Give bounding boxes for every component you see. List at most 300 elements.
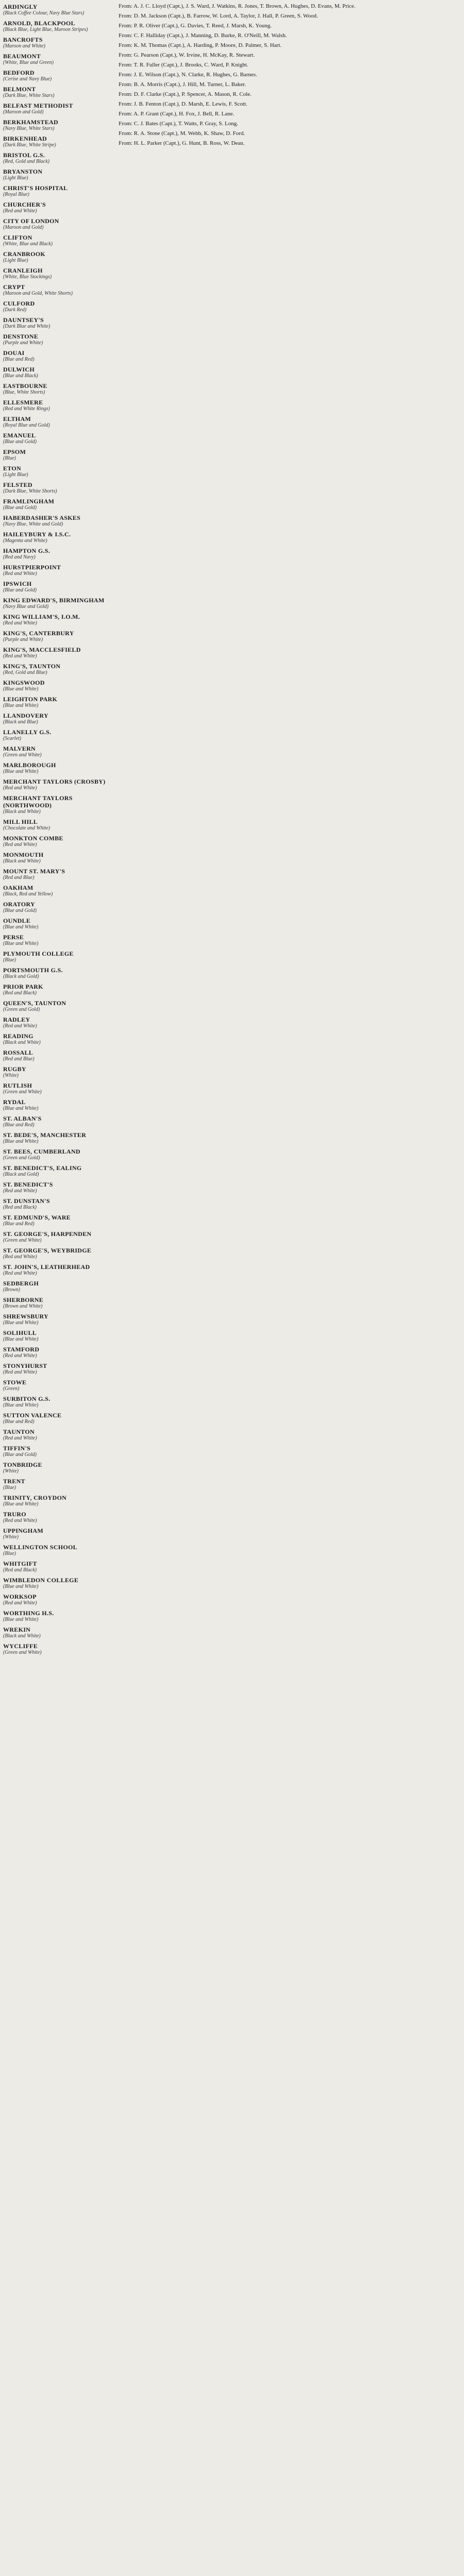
school-entry — [3, 679, 109, 692]
school-entry — [3, 1181, 109, 1194]
school-entry — [3, 1445, 109, 1458]
school-entry — [3, 366, 109, 379]
school-colours: (Blue and White) — [3, 1139, 39, 1144]
school-colours: (Purple and White) — [3, 637, 43, 642]
school-entry — [3, 1642, 109, 1656]
school-colours: (Magenta and White) — [3, 538, 47, 544]
school-colours: (White, Blue and Black) — [3, 241, 53, 247]
school-entry — [3, 20, 109, 33]
school-colours: (Blue and White) — [3, 686, 39, 692]
school-colours: (Scarlet) — [3, 736, 21, 741]
school-entry — [3, 184, 109, 198]
school-colours: (Green and Gold) — [3, 1007, 40, 1012]
school-entry — [3, 1609, 109, 1623]
school-name: EASTBOURNE — [3, 382, 47, 389]
school-name: HABERDASHER'S ASKES — [3, 514, 81, 521]
school-name: BIRKENHEAD — [3, 135, 47, 142]
school-name: ARNOLD, BLACKPOOL — [3, 20, 75, 27]
school-name: PORTSMOUTH G.S. — [3, 967, 63, 974]
school-name: CULFORD — [3, 300, 35, 307]
school-name: SEDBERGH — [3, 1280, 39, 1287]
school-entry — [3, 53, 109, 66]
school-colours: (Purple and White) — [3, 340, 43, 346]
school-colours: (Black and White) — [3, 809, 41, 815]
school-entry — [3, 663, 109, 676]
school-entry — [3, 1148, 109, 1161]
school-colours: (Black and Blue) — [3, 719, 38, 725]
school-entry — [3, 630, 109, 643]
school-colours: (Red and White) — [3, 653, 37, 659]
school-name: ST. GEORGE'S, HARPENDEN — [3, 1230, 92, 1238]
school-name: WREKIN — [3, 1626, 31, 1633]
school-colours: (Blue and White) — [3, 1106, 39, 1111]
school-entry — [3, 613, 109, 626]
school-entry — [3, 1329, 109, 1343]
school-entry — [3, 1428, 109, 1442]
school-entry — [3, 1346, 109, 1359]
school-name: MONKTON COMBE — [3, 835, 63, 842]
school-entry — [3, 349, 109, 363]
school-name: MALVERN — [3, 745, 36, 752]
school-name: HURSTPIERPOINT — [3, 564, 61, 571]
school-entry — [3, 580, 109, 594]
school-entry — [3, 868, 109, 881]
school-entry — [3, 761, 109, 775]
school-colours: (Red, Gold and Blue) — [3, 670, 47, 675]
school-entry — [3, 316, 109, 330]
school-name: SHREWSBURY — [3, 1313, 48, 1320]
school-entry — [3, 950, 109, 963]
school-name: WORKSOP — [3, 1593, 37, 1600]
school-name: KING'S, CANTERBURY — [3, 630, 74, 637]
team-list: From: J. B. Fenton (Capt.), D. Marsh, E. Lewis, F. Scott. — [119, 101, 247, 107]
school-entry — [3, 1280, 109, 1293]
school-colours: (Green and White) — [3, 1650, 42, 1655]
school-colours: (Red and White) — [3, 1188, 37, 1194]
school-colours: (Blue and White) — [3, 1617, 39, 1622]
school-entry — [3, 1065, 109, 1079]
school-colours: (Royal Blue and Gold) — [3, 422, 50, 428]
school-colours: (Black Coffee Colour, Navy Blue Stars) — [3, 10, 85, 16]
school-entry — [3, 1247, 109, 1260]
school-entry — [3, 1016, 109, 1029]
school-entry — [3, 597, 109, 610]
school-colours: (Maroon and Gold) — [3, 225, 44, 230]
school-colours: (Red and Black) — [3, 990, 37, 996]
school-colours: (White) — [3, 1534, 19, 1540]
school-name: TONBRIDGE — [3, 1461, 42, 1468]
school-name: BELFAST METHODIST — [3, 102, 73, 109]
school-entry — [3, 983, 109, 996]
school-colours: (Navy Blue and Gold) — [3, 604, 49, 609]
team-list: From: G. Pearson (Capt.), W. Irvine, H. McKay, R. Stewart. — [119, 52, 255, 58]
school-colours: (Chocolate and White) — [3, 825, 51, 831]
school-colours: (Blue and White) — [3, 769, 39, 774]
school-name: FELSTED — [3, 481, 32, 488]
school-name: RYDAL — [3, 1098, 26, 1106]
school-entry — [3, 564, 109, 577]
school-name: ST. DUNSTAN'S — [3, 1197, 50, 1205]
school-entry — [3, 547, 109, 561]
school-colours: (Green and White) — [3, 1089, 42, 1095]
school-name: DOUAI — [3, 349, 25, 357]
school-name: ROSSALL — [3, 1049, 34, 1056]
school-colours: (White) — [3, 1073, 19, 1078]
school-entry — [3, 884, 109, 897]
team-list: From: T. R. Fuller (Capt.), J. Brooks, C. Ward, P. Knight. — [119, 62, 248, 68]
school-name: TRURO — [3, 1511, 26, 1518]
school-colours: (Maroon and Gold) — [3, 109, 44, 115]
school-name: BELMONT — [3, 86, 36, 93]
school-colours: (Dark Blue, White Shorts) — [3, 488, 57, 494]
school-name: MONMOUTH — [3, 851, 44, 858]
school-name: DENSTONE — [3, 333, 39, 340]
school-colours: (Black and Gold) — [3, 974, 39, 979]
school-name: FRAMLINGHAM — [3, 498, 55, 505]
school-entry — [3, 1362, 109, 1376]
team-list: From: H. L. Parker (Capt.), G. Hunt, B. Ross, W. Dean. — [119, 140, 245, 146]
school-name: ST. BEDE'S, MANCHESTER — [3, 1131, 87, 1139]
school-entry — [3, 531, 109, 544]
team-list: From: C. J. Bates (Capt.), T. Watts, P. Gray, S. Long. — [119, 121, 238, 127]
school-entry — [3, 465, 109, 478]
school-colours: (Light Blue) — [3, 472, 28, 478]
school-name: BANCROFTS — [3, 36, 43, 43]
school-colours: (Black and White) — [3, 858, 41, 864]
school-name: QUEEN'S, TAUNTON — [3, 999, 67, 1007]
school-name: MERCHANT TAYLORS (NORTHWOOD) — [3, 794, 73, 809]
school-name: CRANLEIGH — [3, 267, 43, 274]
school-colours: (Blue and White) — [3, 1402, 39, 1408]
school-entry — [3, 778, 109, 791]
school-entry — [3, 1049, 109, 1062]
school-name: LLANELLY G.S. — [3, 728, 52, 736]
school-name: LEIGHTON PARK — [3, 696, 58, 703]
school-name: KING WILLIAM'S, I.O.M. — [3, 613, 80, 620]
school-entry — [3, 3, 109, 16]
school-name: ST. GEORGE'S, WEYBRIDGE — [3, 1247, 92, 1254]
school-name: HAILEYBURY & I.S.C. — [3, 531, 71, 538]
school-colours: (Dark Blue and White) — [3, 324, 51, 329]
school-entry — [3, 118, 109, 132]
school-name: BRYANSTON — [3, 168, 43, 175]
school-colours: (White, Blue and Green) — [3, 60, 54, 65]
school-entry — [3, 1626, 109, 1639]
school-colours: (Blue) — [3, 1551, 16, 1556]
school-entry — [3, 102, 109, 115]
school-entry — [3, 498, 109, 511]
school-entry — [3, 1032, 109, 1046]
school-entry — [3, 1494, 109, 1507]
school-entry — [3, 333, 109, 346]
team-list: From: A. P. Grant (Capt.), H. Fox, J. Bell, R. Lane. — [119, 111, 235, 117]
school-colours: (Maroon and Gold, White Shorts) — [3, 291, 73, 296]
school-entry — [3, 234, 109, 247]
school-colours: (Blue and White) — [3, 703, 39, 708]
school-entry — [3, 1527, 109, 1540]
school-entry — [3, 300, 109, 313]
school-entry — [3, 901, 109, 914]
school-entry — [3, 999, 109, 1013]
school-entry — [3, 917, 109, 930]
school-name: PLYMOUTH COLLEGE — [3, 950, 74, 957]
school-name: BEDFORD — [3, 69, 35, 76]
team-list: From: P. R. Oliver (Capt.), G. Davies, T. Reed, J. Marsh, K. Young. — [119, 23, 272, 29]
school-name: ST. EDMUND'S, WARE — [3, 1214, 71, 1221]
school-colours: (Blue and Red) — [3, 1419, 35, 1425]
school-entry — [3, 794, 109, 815]
school-entry — [3, 1230, 109, 1244]
school-colours: (Red and White) — [3, 1435, 37, 1441]
school-entry — [3, 135, 109, 148]
school-colours: (Dark Red) — [3, 307, 27, 313]
school-name: DULWICH — [3, 366, 35, 373]
school-entry — [3, 967, 109, 980]
school-entry — [3, 728, 109, 742]
school-entry — [3, 1131, 109, 1145]
team-list: From: A. J. C. Lloyd (Capt.), J. S. Ward, J. Watkins, R. Jones, T. Brown, A. Hughes, D. Evans, M. Price. — [119, 3, 356, 9]
school-colours: (White, Blue Stockings) — [3, 274, 52, 280]
school-colours: (Black, Red and Yellow) — [3, 891, 53, 897]
school-colours: (Red and White Rings) — [3, 406, 50, 412]
school-colours: (Black and White) — [3, 1633, 41, 1639]
school-colours: (Red, Gold and Black) — [3, 159, 49, 164]
school-entry — [3, 432, 109, 445]
school-colours: (Brown and White) — [3, 1303, 43, 1309]
school-names-column — [3, 3, 109, 1659]
school-name: MARLBOROUGH — [3, 761, 56, 769]
school-name: ST. ALBAN'S — [3, 1115, 42, 1122]
school-colours: (Blue and Gold) — [3, 439, 37, 445]
school-entry — [3, 151, 109, 165]
school-colours: (Blue and White) — [3, 1501, 39, 1507]
team-list: From: R. A. Stone (Capt.), M. Webb, K. Shaw, D. Ford. — [119, 130, 245, 137]
school-name: CHURCHER'S — [3, 201, 46, 208]
school-name: ETON — [3, 465, 21, 472]
school-colours: (Blue and White) — [3, 1584, 39, 1589]
school-name: KING'S, TAUNTON — [3, 663, 61, 670]
school-name: STOWE — [3, 1379, 27, 1386]
school-entry — [3, 1164, 109, 1178]
school-colours: (Maroon and White) — [3, 43, 45, 49]
school-colours: (Green and Gold) — [3, 1155, 40, 1161]
school-name: BERKHAMSTEAD — [3, 118, 58, 126]
school-name: MILL HILL — [3, 818, 38, 825]
school-name: MOUNT ST. MARY'S — [3, 868, 65, 875]
school-name: SHERBORNE — [3, 1296, 44, 1303]
school-entry — [3, 835, 109, 848]
school-name: EPSOM — [3, 448, 26, 455]
school-colours: (Green) — [3, 1386, 20, 1392]
school-name: TRINITY, CROYDON — [3, 1494, 67, 1501]
school-entry — [3, 1560, 109, 1573]
school-name: KING'S, MACCLESFIELD — [3, 646, 81, 653]
school-colours: (Green and White) — [3, 1238, 42, 1243]
school-colours: (Red and Navy) — [3, 554, 36, 560]
school-entry — [3, 481, 109, 495]
school-colours: (Blue and Red) — [3, 1221, 35, 1227]
school-entry — [3, 1296, 109, 1310]
school-entry — [3, 1379, 109, 1392]
school-name: ORATORY — [3, 901, 35, 908]
school-colours: (Black and Gold) — [3, 1172, 39, 1177]
school-colours: (Blue and Gold) — [3, 1452, 37, 1458]
school-entry — [3, 1115, 109, 1128]
school-entry — [3, 1593, 109, 1606]
school-colours: (Blue and Gold) — [3, 505, 37, 511]
school-entry — [3, 415, 109, 429]
school-colours: (Black Blue, Light Blue, Maroon Stripes) — [3, 27, 88, 32]
school-name: ELLESMERE — [3, 399, 43, 406]
school-name: EMANUEL — [3, 432, 36, 439]
school-entry — [3, 1544, 109, 1557]
team-list: From: D. F. Clarke (Capt.), P. Spencer, A. Mason, R. Cole. — [119, 91, 252, 97]
school-entry — [3, 851, 109, 865]
school-entry — [3, 934, 109, 947]
school-colours: (Red and Blue) — [3, 1056, 35, 1062]
school-name: WIMBLEDON COLLEGE — [3, 1577, 79, 1584]
school-entry — [3, 712, 109, 725]
school-name: PRIOR PARK — [3, 983, 43, 990]
school-name: RUTLISH — [3, 1082, 32, 1089]
school-name: SURBITON G.S. — [3, 1395, 51, 1402]
school-colours: (Red and White) — [3, 1270, 37, 1276]
school-entry — [3, 69, 109, 82]
team-list: From: J. E. Wilson (Capt.), N. Clarke, R. Hughes, G. Barnes. — [119, 72, 257, 78]
school-name: BEAUMONT — [3, 53, 41, 60]
school-colours: (Cerise and Navy Blue) — [3, 76, 52, 82]
school-name: SOLIHULL — [3, 1329, 37, 1336]
school-colours: (Blue and White) — [3, 924, 39, 930]
school-colours: (Red and Black) — [3, 1567, 37, 1573]
school-name: OUNDLE — [3, 917, 31, 924]
school-name: UPPINGHAM — [3, 1527, 44, 1534]
school-entry — [3, 267, 109, 280]
school-entry — [3, 217, 109, 231]
school-name: DAUNTSEY'S — [3, 316, 44, 324]
school-colours: (Red and White) — [3, 208, 37, 214]
school-colours: (Blue and White) — [3, 941, 39, 946]
school-colours: (White) — [3, 1468, 19, 1474]
school-colours: (Red and White) — [3, 842, 37, 848]
school-name: MERCHANT TAYLORS (CROSBY) — [3, 778, 106, 785]
school-name: BRISTOL G.S. — [3, 151, 45, 159]
school-name: TIFFIN'S — [3, 1445, 31, 1452]
school-colours: (Navy Blue, White and Gold) — [3, 521, 63, 527]
school-entry — [3, 1197, 109, 1211]
school-name: TAUNTON — [3, 1428, 35, 1435]
school-colours: (Dark Blue, White Stripe) — [3, 142, 56, 148]
school-entry — [3, 696, 109, 709]
school-name: CITY OF LONDON — [3, 217, 59, 225]
school-name: PERSE — [3, 934, 24, 941]
school-name: ST. JOHN'S, LEATHERHEAD — [3, 1263, 90, 1270]
school-colours: (Brown) — [3, 1287, 20, 1293]
school-entry — [3, 1082, 109, 1095]
school-entry — [3, 168, 109, 181]
school-entry — [3, 448, 109, 462]
school-name: READING — [3, 1032, 34, 1040]
school-name: OAKHAM — [3, 884, 34, 891]
school-name: RADLEY — [3, 1016, 30, 1023]
team-list: From: D. M. Jackson (Capt.), B. Farrow, W. Lord, A. Taylor, J. Hall, P. Green, S. Wood. — [119, 13, 318, 19]
school-colours: (Red and Blue) — [3, 875, 35, 880]
school-entry — [3, 1098, 109, 1112]
team-list: From: K. M. Thomas (Capt.), A. Harding, P. Moore, D. Palmer, S. Hart. — [119, 42, 281, 48]
school-entry — [3, 1395, 109, 1409]
school-name: STONYHURST — [3, 1362, 47, 1369]
school-colours: (Royal Blue) — [3, 192, 29, 197]
school-colours: (Red and White) — [3, 620, 37, 626]
school-colours: (Blue and Gold) — [3, 908, 37, 913]
school-entry — [3, 399, 109, 412]
school-name: SUTTON VALENCE — [3, 1412, 62, 1419]
school-colours: (Blue) — [3, 455, 16, 461]
school-colours: (Blue, White Shorts) — [3, 389, 45, 395]
school-name: STAMFORD — [3, 1346, 40, 1353]
school-name: KING EDWARD'S, BIRMINGHAM — [3, 597, 105, 604]
school-colours: (Red and White) — [3, 1600, 37, 1606]
school-entry — [3, 646, 109, 659]
school-colours: (Blue) — [3, 957, 16, 963]
school-entry — [3, 250, 109, 264]
team-list: From: C. F. Halliday (Capt.), J. Manning, D. Burke, R. O'Neill, M. Walsh. — [119, 32, 287, 39]
team-list: From: B. A. Morris (Capt.), J. Hill, M. Turner, L. Baker. — [119, 81, 246, 88]
school-entry — [3, 382, 109, 396]
school-name: WELLINGTON SCHOOL — [3, 1544, 77, 1551]
school-entry — [3, 1214, 109, 1227]
school-entry — [3, 1313, 109, 1326]
school-name: CHRIST'S HOSPITAL — [3, 184, 68, 192]
school-colours: (Red and White) — [3, 1023, 37, 1029]
school-entry — [3, 1511, 109, 1524]
school-entry — [3, 86, 109, 99]
school-colours: (Light Blue) — [3, 258, 28, 263]
school-name: ST. BEES, CUMBERLAND — [3, 1148, 80, 1155]
school-name: ARDINGLY — [3, 3, 38, 10]
school-entry — [3, 283, 109, 297]
school-entry — [3, 745, 109, 758]
school-colours: (Red and White) — [3, 571, 37, 577]
school-colours: (Navy Blue, White Stars) — [3, 126, 55, 131]
school-entry — [3, 1478, 109, 1491]
school-colours: (Red and White) — [3, 785, 37, 791]
school-name: CLIFTON — [3, 234, 32, 241]
school-colours: (Red and Black) — [3, 1205, 37, 1210]
school-colours: (Black and White) — [3, 1040, 41, 1045]
school-name: WYCLIFFE — [3, 1642, 38, 1650]
school-colours: (Blue and White) — [3, 1336, 39, 1342]
school-colours: (Red and White) — [3, 1369, 37, 1375]
school-name: ST. BENEDICT'S — [3, 1181, 53, 1188]
school-colours: (Blue and Gold) — [3, 587, 37, 593]
school-entry — [3, 514, 109, 528]
school-entry — [3, 201, 109, 214]
school-colours: (Dark Blue, White Stars) — [3, 93, 55, 98]
school-entry — [3, 36, 109, 49]
school-name: CRYPT — [3, 283, 25, 291]
school-name: CRANBROOK — [3, 250, 46, 258]
school-colours: (Light Blue) — [3, 175, 28, 181]
school-colours: (Green and White) — [3, 752, 42, 758]
school-colours: (Red and White) — [3, 1518, 37, 1523]
school-name: HAMPTON G.S. — [3, 547, 51, 554]
school-colours: (Red and White) — [3, 1353, 37, 1359]
school-name: RUGBY — [3, 1065, 26, 1073]
school-name: IPSWICH — [3, 580, 32, 587]
school-entry — [3, 1461, 109, 1475]
school-entry — [3, 818, 109, 832]
